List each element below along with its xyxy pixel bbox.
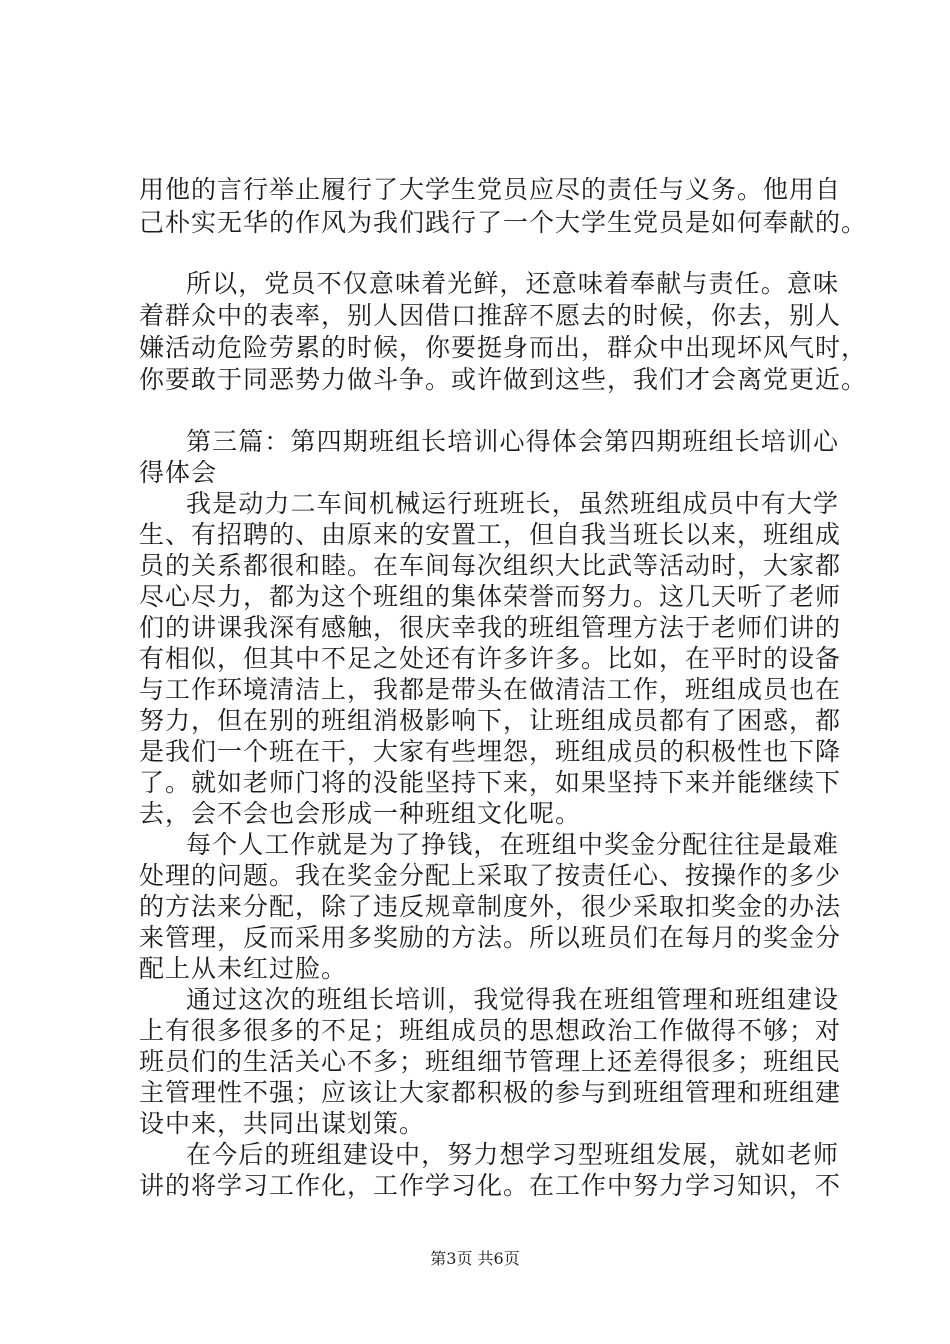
text-line: 们的讲课我深有感触，很庆幸我的班组管理方法于老师们讲的 (139, 613, 842, 642)
text-line: 上有很多很多的不足；班组成员的思想政治工作做得不够；对 (139, 1016, 842, 1045)
text-line: 努力，但在别的班组消极影响下，让班组成员都有了困惑，都 (139, 706, 842, 735)
text-line: 有相似，但其中不足之处还有许多许多。比如，在平时的设备 (139, 644, 842, 673)
text-line: 配上从未红过脸。 (139, 954, 348, 983)
section-title-line: 得体会 (139, 458, 218, 487)
text-line: 每个人工作就是为了挣钱，在班组中奖金分配往往是最难 (186, 830, 839, 859)
page-number-footer: 第3页 共6页 (430, 1249, 520, 1268)
text-line: 了。就如老师门将的没能坚持下来，如果坚持下来并能继续下 (139, 768, 842, 797)
text-line: 生、有招聘的、由原来的安置工，但自我当班长以来，班组成 (139, 520, 842, 549)
text-line: 你要敢于同恶势力做斗争。或许做到这些，我们才会离党更近。 (139, 365, 868, 394)
section-title-line: 第三篇：第四期班组长培训心得体会第四期班组长培训心 (186, 427, 839, 456)
text-line: 尽心尽力，都为这个班组的集体荣誉而努力。这几天听了老师 (139, 582, 842, 611)
text-line: 是我们一个班在干，大家有些埋怨，班组成员的积极性也下降 (139, 737, 842, 766)
text-line: 在今后的班组建设中，努力想学习型班组发展，就如老师 (186, 1140, 839, 1169)
text-line: 己朴实无华的作风为我们践行了一个大学生党员是如何奉献的。 (139, 208, 868, 237)
text-line: 讲的将学习工作化，工作学习化。在工作中努力学习知识，不 (139, 1171, 842, 1200)
text-line: 与工作环境清洁上，我都是带头在做清洁工作，班组成员也在 (139, 675, 842, 704)
text-line: 我是动力二车间机械运行班班长，虽然班组成员中有大学 (186, 489, 839, 518)
text-line: 处理的问题。我在奖金分配上采取了按责任心、按操作的多少 (139, 861, 842, 890)
text-line: 用他的言行举止履行了大学生党员应尽的责任与义务。他用自 (139, 175, 842, 204)
text-line: 设中来，共同出谋划策。 (139, 1109, 426, 1138)
text-line: 来管理，反而采用多奖励的方法。所以班员们在每月的奖金分 (139, 923, 842, 952)
text-line: 员的关系都很和睦。在车间每次组织大比武等活动时，大家都 (139, 551, 842, 580)
text-line: 着群众中的表率，别人因借口推辞不愿去的时候，你去，别人 (139, 301, 842, 330)
text-line: 的方法来分配，除了违反规章制度外，很少采取扣奖金的办法 (139, 892, 842, 921)
text-line: 去，会不会也会形成一种班组文化呢。 (139, 799, 582, 828)
text-line: 通过这次的班组长培训，我觉得我在班组管理和班组建设 (186, 985, 839, 1014)
text-line: 所以，党员不仅意味着光鲜，还意味着奉献与责任。意味 (186, 269, 839, 298)
text-line: 嫌活动危险劳累的时候，你要挺身而出，群众中出现坏风气时， (139, 333, 868, 362)
text-line: 班员们的生活关心不多；班组细节管理上还差得很多；班组民 (139, 1047, 842, 1076)
text-line: 主管理性不强；应该让大家都积极的参与到班组管理和班组建 (139, 1078, 842, 1107)
